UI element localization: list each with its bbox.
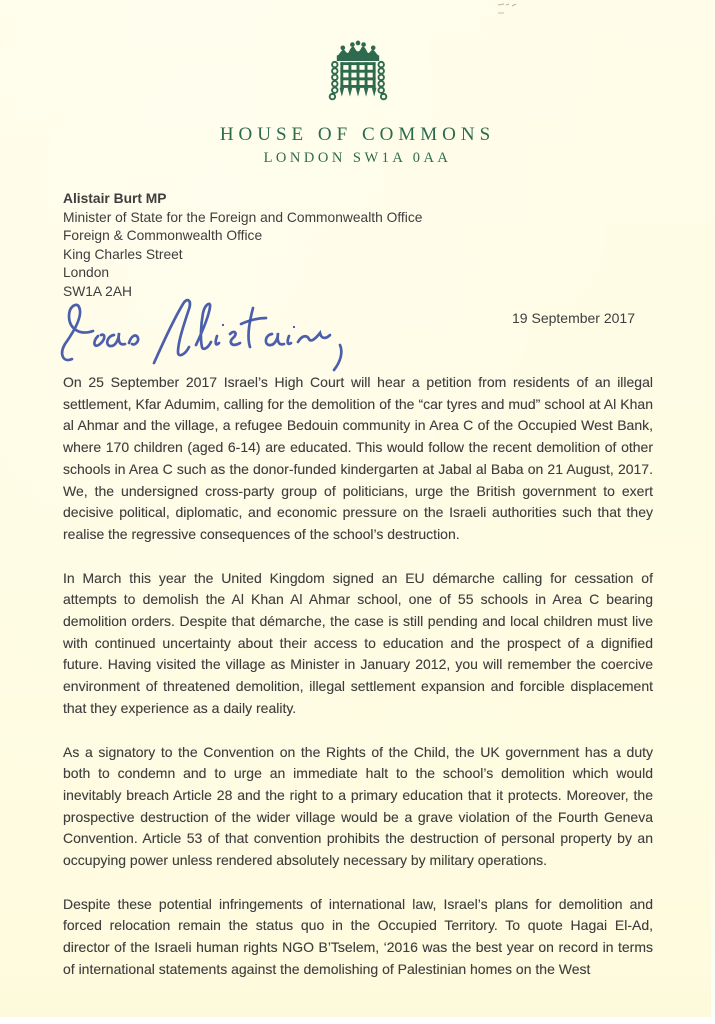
paragraph-1: On 25 September 2017 Israel’s High Court will hear a petition from residents of an illegal settlement, Kfar Adumim, calling for the demolition of the “car tyres and mud” school at Al Khan al Ahmar and the village, a refugee Bedouin community in Area C of the Occupied West Bank, where 170 children (aged 6-14) are educated. This would follow the recent demolition of other schools in Area C such as the donor-funded kindergarten at Jabal al Baba on 21 August, 2017. We, the undersigned cross-party group of politicians, urge the British government to exert decisive political, diplomatic, and economic pressure on the Israeli authorities such that they realise the regressive consequences of the school’s destruction. (63, 374, 653, 542)
house-of-commons-crest-icon (0, 40, 715, 123)
scan-edge-artifact (0, 1017, 715, 1024)
recipient-line: Foreign & Commonwealth Office (63, 228, 263, 244)
letterhead-address: LONDON SW1A 0AA (263, 150, 452, 166)
recipient-address-block (63, 190, 422, 302)
paragraph-3: As a signatory to the Convention on the Rights of the Child, the UK government has a duty both to condemn and to urge an immediate halt to the school’s demolition which would inevitably breach Article 28 and the right to a primary education that it protects. Moreover, the prospective destruction of the wider village would be a grave violation of the Fourth Geneva Convention. Article 53 of that convention prohibits the destruction of personal property by an occupying power unless rendered absolutely necessary by military operations. (63, 743, 653, 869)
recipient-line: SW1A 2AH (63, 283, 133, 299)
paragraph-4: Despite these potential infringements of international law, Israel’s plans for demolition and forced relocation remain the status quo in the Occupied Territory. To quote Hagai El-Ad, director of the Israeli human rights NGO B’Tselem, ‘2016 was the best year on record in terms of international statements against the demolishing of Palestinian homes on the West (63, 895, 653, 977)
letterhead-org: HOUSE OF COMMONS (219, 124, 496, 145)
handwriting-ink (48, 293, 348, 377)
recipient-name: Alistair Burt MP (63, 191, 167, 206)
recipient-line: London (63, 265, 110, 281)
letter-date: 19 September 2017 (512, 310, 635, 326)
scan-edge-artifact (711, 757, 715, 1017)
scan-artifact-marks (496, 2, 526, 18)
recipient-line: King Charles Street (63, 246, 183, 262)
handwritten-salutation (48, 293, 348, 382)
paragraph-2: In March this year the United Kingdom signed an EU démarche calling for cessation of attempts to demolish the Al Khan Al Ahmar school, one of 55 schools in Area C bearing demolition orders. Despite that démarche, the case is still pending and local children must live with continued uncertainty about their access to education and the prospect of a dignified future. Having visited the village as Minister in January 2012, you will remember the coercive environment of threatened demolition, illegal settlement expansion and forcible displacement that they experience as a daily reality. (63, 569, 653, 716)
recipient-line: Minister of State for the Foreign and Commonwealth Office (63, 209, 423, 225)
letter-body (63, 372, 653, 1003)
